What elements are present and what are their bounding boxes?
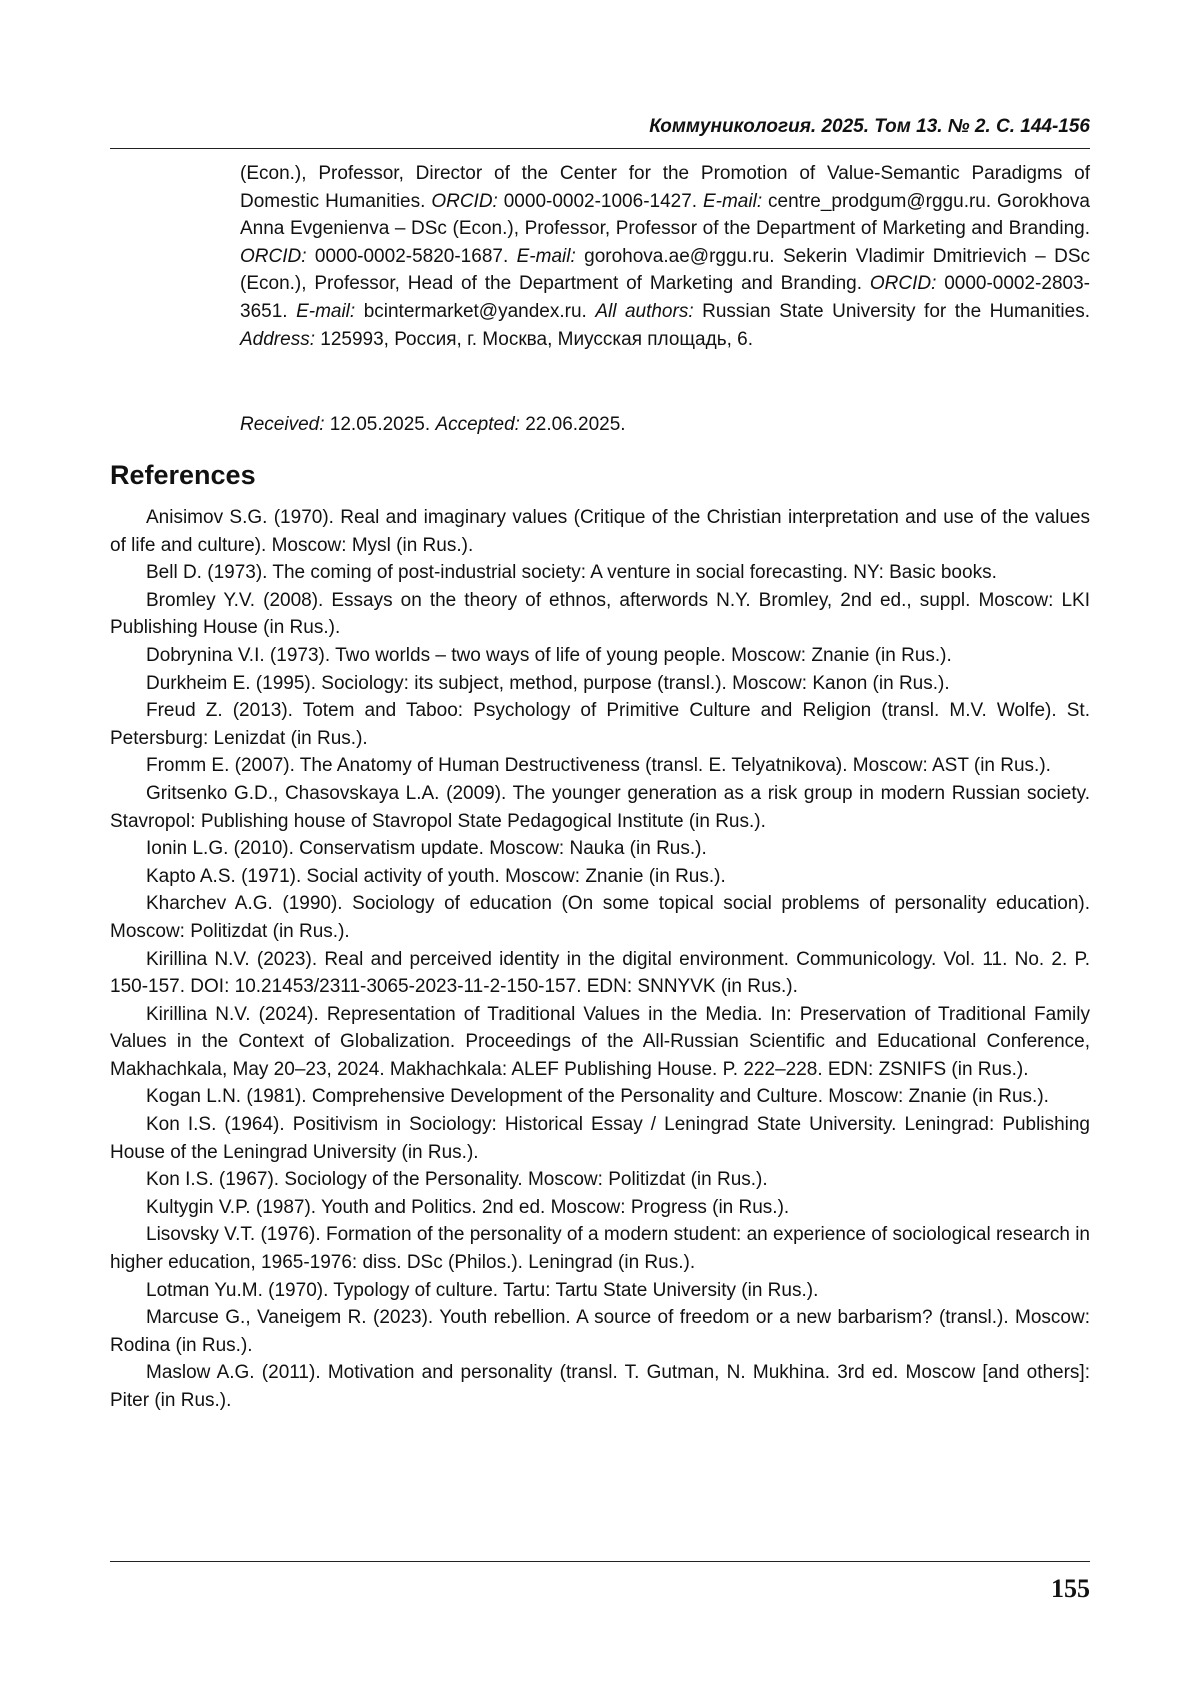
reference-item: Kogan L.N. (1981). Comprehensive Development of the Personality and Culture. Moscow: Znanie (in Rus.).: [146, 1086, 1049, 1108]
reference-item: Kultygin V.P. (1987). Youth and Politics. 2nd ed. Moscow: Progress (in Rus.).: [146, 1196, 790, 1218]
reference-item: Lisovsky V.T. (1976). Formation of the personality of a modern student: an experience of sociological research in higher education, 1965-1976: diss. DSc (Philos.). Leningrad (in Rus.).: [110, 1224, 1090, 1274]
received-label: Received:: [240, 414, 325, 435]
reference-item: Fromm E. (2007). The Anatomy of Human Destructiveness (transl. E. Telyatnikova). Moscow: AST (in Rus.).: [146, 755, 1051, 777]
reference-item: Lotman Yu.M. (1970). Typology of culture. Tartu: Tartu State University (in Rus.).: [146, 1279, 819, 1301]
reference-item: Dobrynina V.I. (1973). Two worlds – two ways of life of young people. Moscow: Znanie (in Rus.).: [146, 644, 952, 666]
address-label: Address:: [240, 328, 315, 350]
orcid-label: ORCID:: [869, 273, 937, 295]
reference-item: Ionin L.G. (2010). Conservatism update. Moscow: Nauka (in Rus.).: [146, 838, 707, 860]
reference-item: Kirillina N.V. (2024). Representation of Traditional Values in the Media. In: Preservation of Traditional Family Values in the Context of Globalization. Proceedings of the All-Russian Scientific and Educational Conference, Makhachkala, May 20–23, 2024. Makhachkala: ALEF Publishing House. P. 222–228. EDN: ZSNIFS (in Rus.).: [110, 1003, 1090, 1080]
reference-item: Maslow A.G. (2011). Motivation and personality (transl. T. Gutman, N. Mukhina. 3rd ed. Moscow [and others]: Piter (in Rus.).: [110, 1362, 1090, 1411]
accepted-date: 22.06.2025.: [519, 414, 626, 435]
address: 125993, Россия, г. Москва, Миусская площадь, 6.: [314, 328, 754, 350]
email-value: centre_prodgum@rggu.ru. Gorokhova Anna Evgenienva – DSc (Econ.), Professor, Professor of the Department of Marketing and Branding.: [240, 190, 1090, 240]
orcid-label: ORCID:: [240, 245, 307, 267]
reference-item: Kirillina N.V. (2023). Real and perceived identity in the digital environment. Communicology. Vol. 11. No. 2. P. 150-157. DOI: 10.21453/2311-3065-2023-11-2-150-157. EDN: SNNYVK (in Rus.).: [110, 948, 1090, 998]
email-label: E-mail:: [516, 245, 576, 267]
article-dates: [240, 411, 626, 438]
reference-item: Gritsenko G.D., Chasovskaya L.A. (2009). The younger generation as a risk group in modern Russian society. Stavropol: Publishing house of Stavropol State Pedagogical Institute (in Rus.).: [110, 782, 1090, 832]
reference-item: Bell D. (1973). The coming of post-industrial society: A venture in social forecasting. NY: Basic books.: [146, 562, 997, 584]
reference-item: Kon I.S. (1964). Positivism in Sociology: Historical Essay / Leningrad State University. Leningrad: Publishing House of the Leningrad University (in Rus.).: [110, 1114, 1090, 1163]
running-header: [110, 112, 1090, 149]
footer-divider: [110, 1561, 1090, 1562]
author-info-text: (Econ.), Professor, Director of the Center for the Promotion of Value-Semantic Paradigms of Domestic Humanities.: [240, 163, 1090, 212]
page-number: 155: [1051, 1574, 1090, 1603]
reference-item: Anisimov S.G. (1970). Real and imaginary values (Critique of the Christian interpretation and use of the values of life and culture). Moscow: Mysl (in Rus.).: [110, 507, 1090, 556]
university: Russian State University for the Humanities.: [693, 300, 1090, 322]
orcid-value: 0000-0002-2803-3651.: [240, 273, 1090, 322]
all-authors-label: All authors:: [595, 300, 694, 322]
email-value: gorohova.ae@rggu.ru. Sekerin Vladimir Dmitrievich – DSc (Econ.), Professor, Head of the Department of Marketing and Branding.: [240, 245, 1090, 295]
orcid-label: ORCID:: [431, 190, 498, 212]
author-info: [240, 160, 1090, 353]
email-value: bcintermarket@yandex.ru.: [355, 300, 596, 322]
reference-item: Kharchev A.G. (1990). Sociology of education (On some topical social problems of personality education). Moscow: Politizdat (in Rus.).: [110, 893, 1090, 942]
journal-citation: Коммуникология. 2025. Том 13. № 2. С. 144-156: [649, 116, 1090, 137]
email-label: E-mail:: [296, 300, 356, 322]
received-date: 12.05.2025.: [324, 414, 436, 435]
email-label: E-mail:: [702, 190, 763, 212]
reference-list: [110, 504, 1090, 1415]
reference-item: Marcuse G., Vaneigem R. (2023). Youth rebellion. A source of freedom or a new barbarism? (transl.). Moscow: Rodina (in Rus.).: [110, 1307, 1090, 1356]
reference-item: Kon I.S. (1967). Sociology of the Personality. Moscow: Politizdat (in Rus.).: [146, 1169, 768, 1191]
reference-item: Kapto A.S. (1971). Social activity of youth. Moscow: Znanie (in Rus.).: [146, 865, 726, 887]
references-heading: References: [110, 460, 256, 490]
orcid-value: 0000-0002-5820-1687.: [306, 245, 517, 267]
orcid-value: 0000-0002-1006-1427.: [497, 190, 703, 212]
reference-item: Durkheim E. (1995). Sociology: its subject, method, purpose (transl.). Moscow: Kanon (in Rus.).: [146, 672, 950, 694]
accepted-label: Accepted:: [435, 414, 520, 435]
reference-item: Freud Z. (2013). Totem and Taboo: Psychology of Primitive Culture and Religion (transl. M.V. Wolfe). St. Petersburg: Lenizdat (in Rus.).: [110, 700, 1090, 749]
reference-item: Bromley Y.V. (2008). Essays on the theory of ethnos, afterwords N.Y. Bromley, 2nd ed., suppl. Moscow: LKI Publishing House (in Rus.).: [110, 589, 1090, 639]
